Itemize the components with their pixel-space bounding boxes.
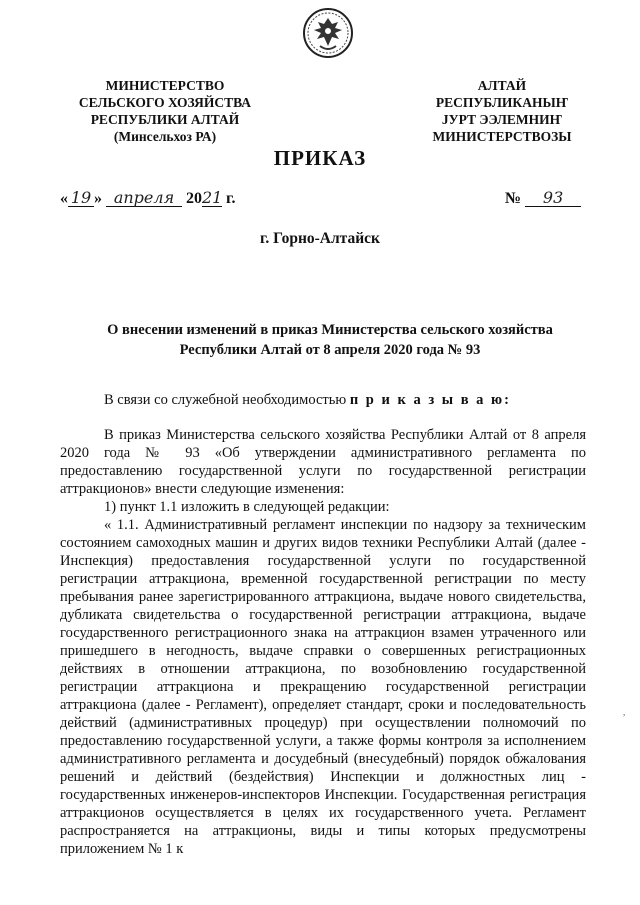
header-right-line-3: ЈУРТ ЭЭЛЕМНИҤ xyxy=(441,112,563,127)
order-subject xyxy=(60,320,600,360)
ministry-header-altai xyxy=(412,77,592,145)
city-name: г. Горно-Алтайск xyxy=(260,230,380,247)
subject-line-1: О внесении изменений в приказ Министерства сельского хозяйства xyxy=(107,322,553,338)
number-label: № xyxy=(505,190,522,207)
header-left-line-4: (Минсельхоз РА) xyxy=(113,129,217,144)
date-day: 19 xyxy=(68,190,94,207)
header-left-line-2: СЕЛЬСКОГО ХОЗЯЙСТВА xyxy=(78,95,252,110)
header-right-line-4: МИНИСТЕРСТВОЗЫ xyxy=(432,129,572,144)
order-lead xyxy=(104,392,511,409)
body-paragraph-1: В приказ Министерства сельского хозяйства Республики Алтай от 8 апреля 2020 года № 93 «Об утверждении административного регламента по предоставлению государственной услуги по государственной регистрации аттракционов» внести следующие изменения: xyxy=(60,427,586,497)
date-year-unit: г. xyxy=(226,190,236,207)
document-type-title: ПРИКАЗ xyxy=(273,146,367,170)
margin-mark: , xyxy=(623,707,626,717)
number-value: 93 xyxy=(525,190,581,207)
coat-of-arms-emblem xyxy=(302,6,354,60)
body-paragraph-3: « 1.1. Административный регламент инспекции по надзору за техническим состоянием самоходных машин и других видов техники Республики Алтай (далее - Инспекция) предоставления государственной услуги по государственной регистрации аттракциона, временной государственной регистрации по месту пребывания ранее зарегистрированного аттракциона, выдаче нового свидетельства, дубликата свидетельства о государственной регистрации аттракциона, выдаче государственного регистрационного знака на аттракцион взамен утраченного или пришедшего в негодность, выдаче справки о совершенных регистрационных действиях в отношении аттракциона, по возобновлению государственной регистрации аттракциона и прекращению государственной регистрации аттракциона (далее - Регламент), определяет стандарт, сроки и последовательность действий (административных процедур) при осуществлении полномочий по предоставлению государственной услуги, а также формы контроля за исполнением административного регламента и досудебный (внесудебный) порядок обжалования решений и действий (бездействия) Инспекции и должностных лиц - государственных инженеров-инспекторов Инспекции. Государственная регистрация аттракционов осуществляется в целях их государственного учета. Регламент распространяется на аттракционы, виды и типы которых предусмотрены приложением № 1 к xyxy=(60,517,586,857)
ministry-header-russian xyxy=(70,77,260,145)
order-lead-text: В связи со служебной необходимостью xyxy=(104,392,350,408)
order-date xyxy=(60,190,235,208)
order-number xyxy=(505,190,581,208)
date-year-suffix: 21 xyxy=(202,188,223,207)
date-year-prefix: 20 xyxy=(186,190,202,207)
document-body xyxy=(60,426,586,858)
header-right-line-2: РЕСПУБЛИКАНЫҤ xyxy=(435,95,569,110)
header-right-line-1: АЛТАЙ xyxy=(477,78,527,93)
body-paragraph-2: 1) пункт 1.1 изложить в следующей редакции: xyxy=(104,499,390,515)
date-open-quote: « xyxy=(60,190,68,207)
order-keyword: п р и к а з ы в а ю: xyxy=(349,392,511,408)
header-left-line-1: МИНИСТЕРСТВО xyxy=(105,78,225,93)
date-close-quote: » xyxy=(94,190,102,207)
date-month: апреля xyxy=(106,190,182,207)
subject-line-2: Республики Алтай от 8 апреля 2020 года № 93 xyxy=(179,342,481,358)
header-left-line-3: РЕСПУБЛИКИ АЛТАЙ xyxy=(90,112,240,127)
